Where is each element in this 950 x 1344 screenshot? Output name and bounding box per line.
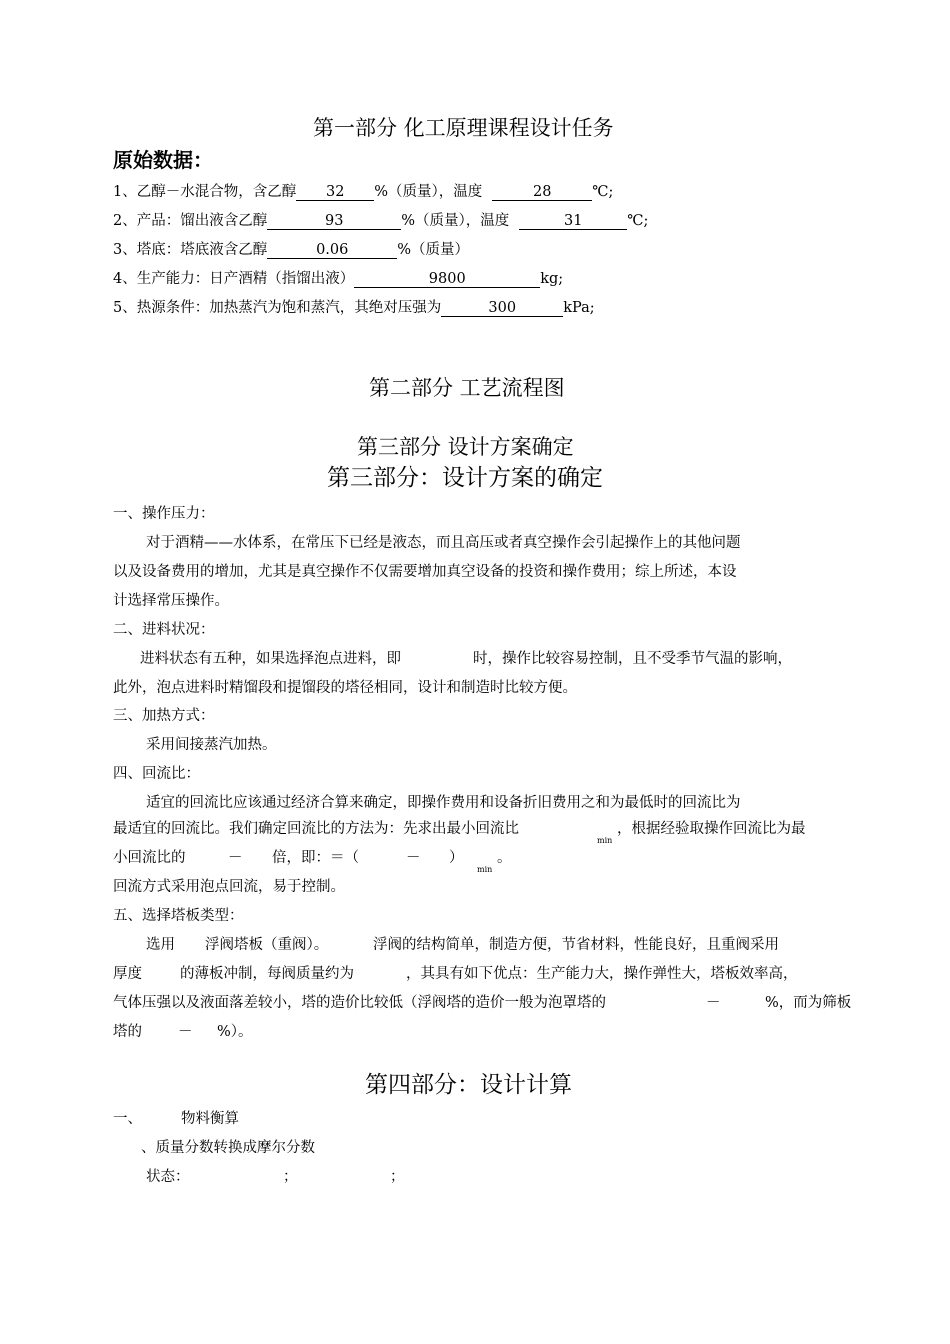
data-item-3: [113, 240, 469, 260]
unit-label: ℃;: [627, 213, 649, 229]
distillate-value: 93: [267, 213, 401, 230]
item-label: %（质量），温度: [401, 213, 510, 229]
part1-title: 第一部分 化工原理课程设计任务: [313, 116, 614, 140]
item-label: 3、塔底：塔底液含乙醇: [113, 242, 268, 258]
unit-label: kPa;: [563, 300, 595, 316]
steam-pressure-value: 300: [441, 300, 563, 317]
paragraph-line: 时，操作比较容易控制，且不受季节气温的影响，: [473, 651, 792, 667]
paragraph-line: 采用间接蒸汽加热。: [146, 737, 277, 753]
data-item-5: [113, 298, 595, 318]
raw-data-heading: 原始数据：: [113, 148, 213, 172]
separator: ；: [390, 1169, 405, 1185]
paragraph-line: 进料状态有五种，如果选择泡点进料，即: [140, 651, 401, 667]
subsection-heading: 、质量分数转换成摩尔分数: [141, 1140, 315, 1156]
paragraph-line: 倍，即：＝（: [272, 850, 359, 866]
ethanol-feed-value: 32: [296, 184, 374, 201]
section-3-heading: 三、加热方式：: [113, 708, 215, 724]
paragraph-line: 以及设备费用的增加，尤其是真空操作不仅需要增加真空设备的投资和操作费用；综上所述，本设: [113, 564, 737, 580]
data-item-4: [113, 269, 563, 289]
item-label: 5、热源条件：加热蒸汽为饱和蒸汽，其绝对压强为: [113, 300, 442, 316]
paragraph-line: 厚度: [113, 966, 142, 982]
paragraph-line: 对于酒精——水体系，在常压下已经是液态，而且高压或者真空操作会引起操作上的其他问题: [146, 535, 741, 551]
bottoms-value: 0.06: [267, 242, 397, 259]
item-label: %（质量），温度: [374, 184, 483, 200]
distillate-temp-value: 31: [519, 213, 627, 230]
state-label: 状态：: [146, 1169, 190, 1185]
part3-title: 第三部分 设计方案确定: [357, 435, 574, 459]
paragraph-line: 小回流比的: [113, 850, 186, 866]
dash-symbol: －: [406, 850, 421, 866]
data-item-1: [113, 182, 613, 202]
paragraph-line: ，根据经验取操作回流比为最: [617, 821, 806, 837]
unit-label: %（质量）: [397, 242, 470, 258]
part3-title-alt: 第三部分：设计方案的确定: [327, 465, 603, 491]
dash-symbol: －: [706, 995, 721, 1011]
subscript-min: min: [597, 836, 613, 845]
unit-label: kg;: [540, 271, 564, 287]
paragraph-line: %，而为筛板: [765, 995, 852, 1011]
feed-temp-value: 28: [492, 184, 592, 201]
paragraph-line: 浮阀塔板（重阀）。: [205, 937, 329, 953]
paragraph-line: 适宜的回流比应该通过经济合算来确定，即操作费用和设备折旧费用之和为最低时的回流比为: [146, 795, 741, 811]
paragraph-line: 计选择常压操作。: [113, 593, 229, 609]
paragraph-line: ，其具有如下优点：生产能力大，操作弹性大，塔板效率高，: [406, 966, 798, 982]
paragraph-line: 选用: [146, 937, 175, 953]
section-5-heading: 五、选择塔板类型：: [113, 908, 244, 924]
section-2-heading: 二、进料状况：: [113, 622, 215, 638]
material-balance-heading: 物料衡算: [181, 1111, 239, 1127]
capacity-value: 9800: [354, 271, 540, 288]
section-4-heading: 四、回流比：: [113, 766, 200, 782]
part2-title: 第二部分 工艺流程图: [369, 376, 565, 400]
dash-symbol: －: [228, 850, 243, 866]
paragraph-line: 的薄板冲制，每阀质量约为: [180, 966, 354, 982]
paren-close: ）: [449, 850, 464, 866]
paragraph-line: 此外，泡点进料时精馏段和提馏段的塔径相同，设计和制造时比较方便。: [113, 680, 577, 696]
section-1-heading: 一、操作压力：: [113, 506, 215, 522]
unit-label: ℃;: [592, 184, 614, 200]
paragraph-line: 浮阀的结构简单，制造方便，节省材料，性能良好，且重阀采用: [373, 937, 779, 953]
item-label: 2、产品：馏出液含乙醇: [113, 213, 268, 229]
period: 。: [497, 850, 512, 866]
paragraph-line: 回流方式采用泡点回流，易于控制。: [113, 879, 345, 895]
part4-title: 第四部分：设计计算: [365, 1072, 572, 1098]
paragraph-line: 气体压强以及液面落差较小，塔的造价比较低（浮阀塔的造价一般为泡罩塔的: [113, 995, 606, 1011]
paragraph-line: %）。: [217, 1024, 253, 1040]
item-label: 4、生产能力：日产酒精（指馏出液）: [113, 271, 355, 287]
subscript-min: min: [477, 865, 493, 874]
paragraph-line: 最适宜的回流比。我们确定回流比的方法为：先求出最小回流比: [113, 821, 519, 837]
paragraph-line: 塔的: [113, 1024, 142, 1040]
data-item-2: [113, 211, 648, 231]
item-label: 1、乙醇－水混合物，含乙醇: [113, 184, 297, 200]
section-number: 一、: [113, 1111, 142, 1127]
separator: ；: [283, 1169, 298, 1185]
dash-symbol: －: [178, 1024, 193, 1040]
